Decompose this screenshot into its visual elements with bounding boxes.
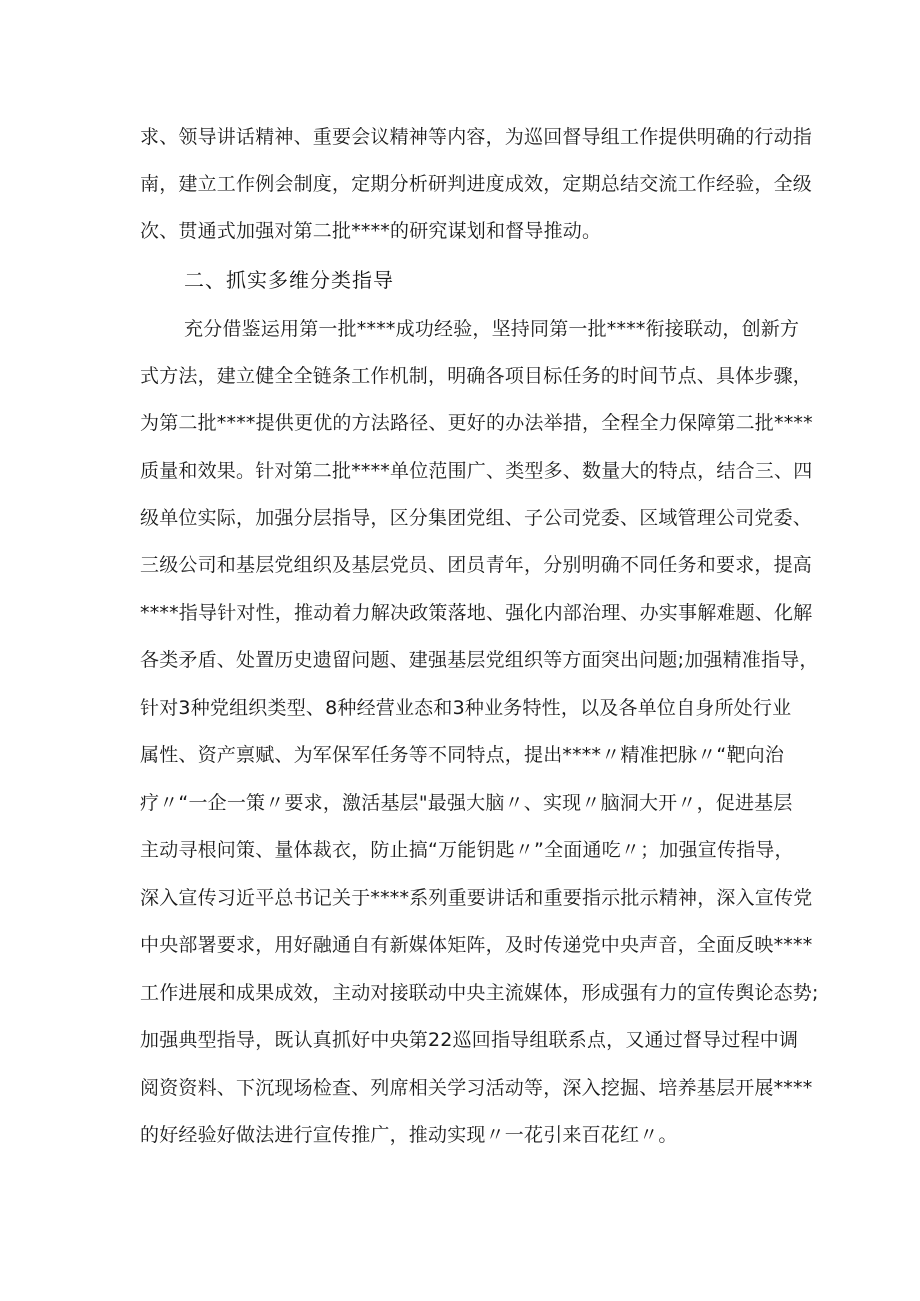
paragraph-1-line-2: 南，建立工作例会制度，定期分析研判进度成效，定期总结交流工作经验，全级 xyxy=(140,173,813,195)
paragraph-2-line-7: ****指导针对性，推动着力解决政策落地、强化内部治理、办实事解难题、化解 xyxy=(140,602,813,624)
paragraph-2-line-1: 充分借鉴运用第一批****成功经验，坚持同第一批****衔接联动，创新方 xyxy=(184,318,800,340)
paragraph-2-line-9: 针对3种党组织类型、8种经营业态和3种业务特性，以及各单位自身所处行业 xyxy=(140,697,792,719)
paragraph-1-line-1: 求、领导讲话精神、重要会议精神等内容，为巡回督导组工作提供明确的行动指 xyxy=(140,126,813,148)
paragraph-2-line-5: 级单位实际，加强分层指导，区分集团党组、子公司党委、区域管理公司党委、 xyxy=(140,507,813,529)
paragraph-1-line-3: 次、贯通式加强对第二批****的研究谋划和督导推动。 xyxy=(140,220,602,242)
paragraph-2-line-4: 质量和效果。针对第二批****单位范围广、类型多、数量大的特点，结合三、四 xyxy=(140,460,813,482)
paragraph-2-line-17: 阅资资料、下沉现场检查、列席相关学习活动等，深入挖掘、培养基层开展**** xyxy=(140,1077,813,1099)
paragraph-2-line-6: 三级公司和基层党组织及基层党员、团员青年，分别明确不同任务和要求，提高 xyxy=(140,554,813,576)
paragraph-2-line-10: 属性、资产禀赋、为军保军任务等不同特点，提出****〃精准把脉〃“靶向治 xyxy=(140,744,785,766)
paragraph-2-line-14: 中央部署要求，用好融通自有新媒体矩阵，及时传递党中央声音，全面反映**** xyxy=(140,934,813,956)
paragraph-2-line-18: 的好经验好做法进行宣传推广，推动实现〃一花引来百花红〃。 xyxy=(140,1124,678,1146)
section-heading: 二、抓实多维分类指导 xyxy=(184,268,394,292)
paragraph-2-line-2: 式方法，建立健全全链条工作机制，明确各项目标任务的时间节点、具体步骤， xyxy=(140,365,813,387)
paragraph-2-line-12: 主动寻根问策、量体裁衣，防止搞“万能钥匙〃”全面通吃〃；加强宣传指导， xyxy=(140,839,794,861)
paragraph-2-line-3: 为第二批****提供更优的方法路径、更好的办法举措，全程全力保障第二批**** xyxy=(140,412,813,434)
paragraph-2-line-11: 疗〃“一企一策〃要求，激活基层"最强大脑〃、实现〃脑洞大开〃，促进基层 xyxy=(140,792,793,814)
paragraph-2-line-16: 加强典型指导，既认真抓好中央第22巡回指导组联系点，又通过督导过程中调 xyxy=(140,1029,799,1051)
paragraph-2-line-8: 各类矛盾、处置历史遗留问题、建强基层党组织等方面突出问题;加强精准指导， xyxy=(140,649,819,671)
paragraph-2-line-15: 工作进展和成果成效，主动对接联动中央主流媒体，形成强有力的宣传舆论态势; xyxy=(140,982,819,1004)
paragraph-2-line-13: 深入宣传习近平总书记关于****系列重要讲话和重要指示批示精神，深入宣传党 xyxy=(140,887,813,909)
